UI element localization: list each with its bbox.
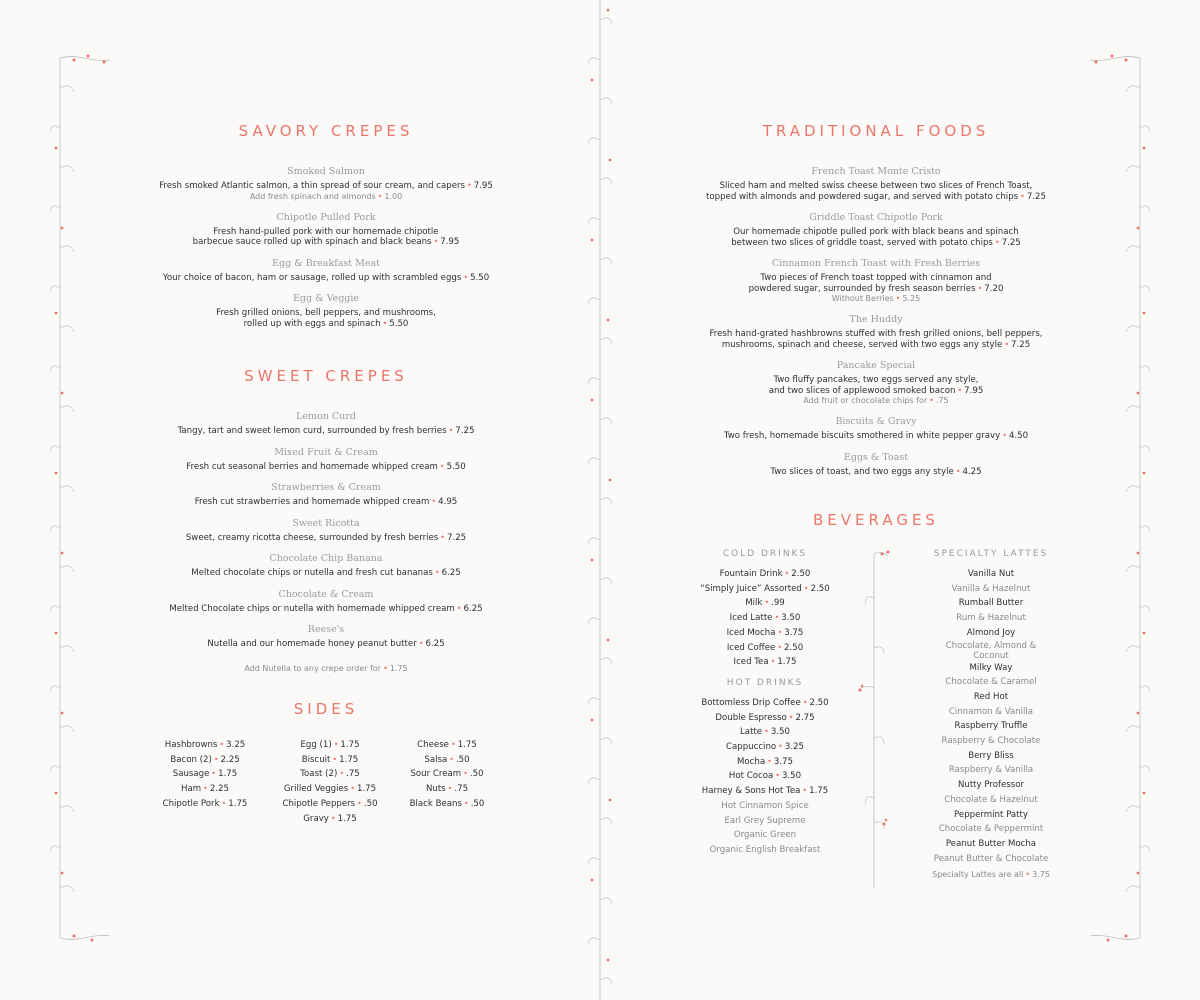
tea-list <box>690 799 840 858</box>
item-name: Cheese <box>417 740 449 750</box>
item-price: .75 <box>346 769 360 780</box>
item-price: 3.25 <box>226 740 246 750</box>
item-name: Toast (2) <box>300 769 338 780</box>
item-price: 2.50 <box>810 583 830 594</box>
side-item: Gravy • 1.75 <box>303 813 357 824</box>
item-price: .99 <box>771 598 785 609</box>
beverage-vine-divider <box>852 548 892 890</box>
latte-name: Almond Joy <box>966 627 1016 638</box>
item-name: Nuts <box>425 784 446 795</box>
item-desc: mushrooms, spinach and cheese, served with two eggs any style • 7.25 <box>721 339 1031 350</box>
item-extra: Add fruit or chocolate chips for • .75 <box>803 396 949 405</box>
tea-item: Earl Grey Supreme <box>724 815 806 826</box>
menu-item <box>690 360 1062 406</box>
item-price: 3.50 <box>781 613 801 624</box>
item-desc: Fresh cut seasonal berries and homemade whipped cream • 5.50 <box>186 461 466 472</box>
item-name: Cappuccino <box>725 742 777 753</box>
item-desc: Fresh hand-grated hashbrowns stuffed with fresh grilled onions, bell peppers, <box>709 329 1043 339</box>
item-name: Mixed Fruit & Cream <box>274 446 378 458</box>
item-price: 7.95 <box>473 181 493 191</box>
item-price: 4.95 <box>438 497 458 507</box>
side-item: Bacon (2) • 2.25 <box>170 754 240 765</box>
item-price: 2.75 <box>795 712 815 723</box>
specialty-lattes-list <box>910 567 1072 866</box>
item-name: Chocolate Chip Banana <box>269 553 383 564</box>
item-price: .50 <box>469 769 484 780</box>
hot-drinks-heading: HOT DRINKS <box>726 677 804 688</box>
latte-name: Nutty Professor <box>957 780 1025 791</box>
menu-item <box>150 212 502 248</box>
item-desc: Fresh smoked Atlantic salmon, a thin spread of sour cream, and capers • 7.95 <box>159 181 493 191</box>
beverages-section <box>690 511 1062 529</box>
hot-drinks-list <box>690 696 840 799</box>
item-price: 6.25 <box>441 568 461 578</box>
latte-flavors: Vanilla & Hazelnut <box>951 583 1031 594</box>
lattes-note: Specialty Lattes are all • 3.75 <box>932 870 1050 880</box>
item-desc: Sliced ham and melted swiss cheese between two slices of French Toast, <box>719 181 1033 191</box>
latte-flavors: Chocolate & Peppermint <box>938 824 1044 835</box>
item-price: 5.50 <box>389 318 409 329</box>
item-name: Strawberries & Cream <box>271 482 381 493</box>
item-price: 4.25 <box>962 466 982 477</box>
latte-name: Raspberry Truffle <box>954 721 1028 732</box>
latte-name: Vanilla Nut <box>967 569 1015 579</box>
menu-item <box>690 166 1062 202</box>
item-price: .50 <box>470 798 485 809</box>
menu-item <box>150 589 502 615</box>
item-desc: between two slices of griddle toast, served with potato chips • 7.25 <box>731 237 1021 248</box>
item-price: 5.50 <box>446 461 466 472</box>
item-price: 1.75 <box>228 798 248 809</box>
item-price: .50 <box>363 798 378 809</box>
drink-item: Latte • 3.50 <box>740 727 790 738</box>
drink-item: Cappuccino • 3.25 <box>725 742 805 753</box>
drink-item: Iced Mocha • 3.75 <box>726 627 804 638</box>
item-name: Chocolate & Cream <box>278 588 374 600</box>
specialty-lattes-heading: SPECIALTY LATTES <box>933 549 1049 559</box>
menu-item <box>690 314 1062 350</box>
drink-item: Hot Cocoa • 3.50 <box>728 771 802 782</box>
item-desc: Two pieces of French toast topped with cinnamon and <box>760 273 992 283</box>
side-item: Biscuit • 1.75 <box>301 754 359 765</box>
item-name: Black Beans <box>409 798 462 809</box>
item-name: Chipotle Pork <box>162 798 220 809</box>
item-price: 1.75 <box>337 813 357 824</box>
item-name: Griddle Toast Chipotle Pork <box>809 212 943 223</box>
item-name: Cinnamon French Toast with Fresh Berries <box>771 258 981 269</box>
drink-item: Mocha • 3.75 <box>737 756 793 767</box>
item-price: 1.75 <box>777 657 797 668</box>
item-name: Latte <box>740 727 763 738</box>
latte-name: Berry Bliss <box>968 750 1014 761</box>
item-name: Ham <box>181 784 202 795</box>
menu-item <box>150 258 502 284</box>
cold-drinks-list <box>690 567 840 670</box>
item-price: 1.75 <box>809 786 829 797</box>
item-price: 2.50 <box>791 569 811 579</box>
item-price: 5.50 <box>470 272 490 283</box>
sides-title: SIDES <box>293 700 359 718</box>
item-price: 2.25 <box>220 754 240 765</box>
item-name: Iced Mocha <box>726 627 776 638</box>
side-item: Salsa • .50 <box>424 754 470 765</box>
item-name: Egg & Breakfast Meat <box>272 257 380 269</box>
item-price: 7.95 <box>964 385 984 396</box>
drink-item: “Simply Juice” Assorted • 2.50 <box>700 583 830 594</box>
item-name: Reese's <box>307 624 345 635</box>
side-item: Chipotle Peppers • .50 <box>282 798 378 809</box>
traditional-foods-title: TRADITIONAL FOODS <box>762 122 990 140</box>
sides-column-2 <box>270 738 390 826</box>
item-name: Iced Coffee <box>726 642 776 653</box>
drink-item: Double Espresso • 2.75 <box>715 712 815 723</box>
item-extra: Add fresh spinach and almonds • 1.00 <box>249 191 403 201</box>
latte-flavors: Coconut <box>973 650 1009 661</box>
item-desc: Fresh cut strawberries and homemade whipped cream • 4.95 <box>194 497 458 507</box>
item-name: Gravy <box>303 813 329 824</box>
item-name: Sausage <box>172 769 210 780</box>
item-price: 1.75 <box>339 754 359 765</box>
menu-item <box>150 553 502 579</box>
latte-flavors: Raspberry & Vanilla <box>948 765 1034 776</box>
item-price: 1.75 <box>457 740 477 750</box>
item-price: 2.50 <box>784 642 804 653</box>
item-name: Iced Latte <box>729 613 773 624</box>
item-name: Harney & Sons Hot Tea <box>701 786 801 797</box>
item-price: 3.50 <box>770 727 790 738</box>
drink-item: Harney & Sons Hot Tea • 1.75 <box>701 786 829 797</box>
side-item: Black Beans • .50 <box>409 798 485 809</box>
item-name: Pancake Special <box>836 360 916 371</box>
item-name: Salsa <box>424 754 448 765</box>
item-desc: Our homemade chipotle pulled pork with black beans and spinach <box>733 227 1019 237</box>
side-item: Toast (2) • .75 <box>300 769 360 780</box>
item-name: Lemon Curd <box>296 411 356 422</box>
cold-drinks-heading: COLD DRINKS <box>722 549 808 559</box>
item-name: French Toast Monte Cristo <box>811 166 941 177</box>
item-price: 3.50 <box>781 771 802 782</box>
menu-item <box>150 166 502 202</box>
item-name: Chipotle Pulled Pork <box>276 211 376 223</box>
center-vine-divider <box>584 0 616 1000</box>
sides-column-1 <box>150 738 260 812</box>
item-price: .75 <box>454 784 469 795</box>
drink-item: Iced Tea • 1.75 <box>733 657 797 668</box>
item-price: 3.25 <box>784 742 805 753</box>
item-price: 7.25 <box>1001 237 1021 248</box>
latte-flavors: Rum & Hazelnut <box>956 613 1026 624</box>
item-price: .50 <box>455 754 470 765</box>
menu-item <box>690 258 1062 304</box>
menu-item <box>690 416 1062 442</box>
sides-column-3 <box>392 738 502 812</box>
item-name: Double Espresso <box>715 712 787 723</box>
left-vine-border <box>48 48 118 953</box>
item-price: 7.25 <box>455 426 475 436</box>
item-price: 7.20 <box>984 283 1004 294</box>
drink-item: Bottomless Drip Coffee • 2.50 <box>701 697 829 708</box>
latte-flavors: Cinnamon & Vanilla <box>948 706 1034 717</box>
item-name: Hot Cocoa <box>728 771 774 782</box>
item-desc: Tangy, tart and sweet lemon curd, surrounded by fresh berries • 7.25 <box>177 426 475 436</box>
side-item: Cheese • 1.75 <box>417 740 477 750</box>
drinks-column <box>690 549 840 858</box>
menu-item <box>150 482 502 508</box>
item-price: 3.75 <box>784 627 804 638</box>
item-name: Sweet Ricotta <box>292 517 360 529</box>
side-item: Chipotle Pork • 1.75 <box>162 798 248 809</box>
item-name: Iced Tea <box>733 657 769 668</box>
item-price: 1.75 <box>218 769 238 780</box>
item-name: Eggs & Toast <box>843 451 909 463</box>
item-price: 7.25 <box>447 532 467 543</box>
side-item: Sausage • 1.75 <box>172 769 238 780</box>
item-price: 7.95 <box>440 237 460 247</box>
menu-item <box>150 293 502 329</box>
sides-section <box>150 700 502 718</box>
item-desc: Melted Chocolate chips or nutella with homemade whipped cream • 6.25 <box>169 603 483 614</box>
item-extra: Without Berries • 5.25 <box>831 294 921 303</box>
item-desc: Melted chocolate chips or nutella and fresh cut bananas • 6.25 <box>191 568 461 578</box>
item-desc: barbecue sauce rolled up with spinach and black beans • 7.95 <box>192 237 460 247</box>
item-name: Egg (1) <box>300 740 332 750</box>
item-price: 2.25 <box>209 784 229 795</box>
menu-item <box>690 452 1062 478</box>
item-desc: Two slices of toast, and two eggs any style • 4.25 <box>770 466 982 477</box>
sweet-crepes-section <box>150 367 502 674</box>
item-desc: topped with almonds and powdered sugar, and served with potato chips • 7.25 <box>706 191 1046 202</box>
item-price: 3.75 <box>773 756 793 767</box>
menu-item <box>690 212 1062 248</box>
item-name: Fountain Drink <box>719 569 783 579</box>
savory-crepes-title: SAVORY CREPES <box>238 122 414 140</box>
menu-item <box>150 447 502 473</box>
latte-flavors: Raspberry & Chocolate <box>941 736 1041 747</box>
item-name: Hashbrowns <box>164 740 218 750</box>
latte-name: Red Hot <box>973 691 1009 702</box>
side-item: Egg (1) • 1.75 <box>300 740 360 750</box>
menu-item <box>150 518 502 544</box>
item-desc: Nutella and our homemade honey peanut butter • 6.25 <box>207 639 445 649</box>
item-desc: Fresh hand-pulled pork with our homemade chipotle <box>213 226 439 237</box>
item-name: Smoked Salmon <box>287 166 365 177</box>
drink-item: Iced Coffee • 2.50 <box>726 642 804 653</box>
item-price: 1.75 <box>356 784 377 795</box>
item-desc: Two fluffy pancakes, two eggs served any style, <box>773 375 979 385</box>
side-item: Sour Cream • .50 <box>410 769 484 780</box>
tea-item: Organic Green <box>733 830 797 841</box>
item-name: Bottomless Drip Coffee <box>701 697 801 708</box>
right-vine-border <box>1082 48 1152 953</box>
latte-name: Milky Way <box>969 662 1013 673</box>
tea-item: Organic English Breakfast <box>709 844 821 855</box>
item-desc: Two fresh, homemade biscuits smothered in white pepper gravy • 4.50 <box>723 431 1029 441</box>
menu-item <box>150 624 502 650</box>
drink-item: Fountain Drink • 2.50 <box>719 569 811 579</box>
item-name: Sour Cream <box>410 769 462 780</box>
item-name: Milk <box>745 598 763 609</box>
specialty-lattes-column <box>910 549 1072 880</box>
item-name: Mocha <box>737 756 766 767</box>
item-name: The Huddy <box>849 314 903 325</box>
item-price: 2.50 <box>809 697 829 708</box>
item-desc: rolled up with eggs and spinach • 5.50 <box>243 318 409 329</box>
menu-item <box>150 411 502 437</box>
item-name: Egg & Veggie <box>292 293 360 304</box>
latte-flavors: Peanut Butter & Chocolate <box>933 853 1049 864</box>
item-name: Biscuits & Gravy <box>835 416 917 427</box>
traditional-foods-section <box>690 122 1062 487</box>
item-price: 7.25 <box>1026 191 1046 202</box>
item-desc: and two slices of applewood smoked bacon • 7.95 <box>768 385 984 396</box>
item-price: 4.50 <box>1008 431 1029 441</box>
savory-crepes-section <box>150 122 502 339</box>
tea-item: Hot Cinnamon Spice <box>721 800 809 811</box>
drink-item: Iced Latte • 3.50 <box>729 613 801 624</box>
item-desc: Fresh grilled onions, bell peppers, and mushrooms, <box>216 308 436 318</box>
item-desc: Your choice of bacon, ham or sausage, rolled up with scrambled eggs • 5.50 <box>162 272 490 283</box>
item-desc: Sweet, creamy ricotta cheese, surrounded by fresh berries • 7.25 <box>185 532 467 543</box>
beverages-title: BEVERAGES <box>813 511 939 529</box>
nutella-note: Add Nutella to any crepe order for • 1.75 <box>244 663 408 673</box>
item-name: Biscuit <box>301 754 331 765</box>
item-name: Chipotle Peppers <box>282 798 356 809</box>
latte-flavors: Chocolate, Almond & <box>945 640 1037 651</box>
item-price: 6.25 <box>425 639 445 649</box>
side-item: Nuts • .75 <box>425 784 469 795</box>
item-name: “Simply Juice” Assorted <box>700 583 802 594</box>
item-name: Bacon (2) <box>170 754 212 765</box>
side-item: Grilled Veggies • 1.75 <box>283 784 377 795</box>
side-item: Hashbrowns • 3.25 <box>164 740 246 750</box>
sweet-crepes-title: SWEET CREPES <box>244 367 408 385</box>
item-price: 7.25 <box>1011 339 1031 350</box>
latte-flavors: Chocolate & Hazelnut <box>944 794 1038 805</box>
item-price: 1.75 <box>340 740 360 750</box>
side-item: Ham • 2.25 <box>181 784 229 795</box>
item-name: Grilled Veggies <box>283 784 349 795</box>
item-desc: powdered sugar, surrounded by fresh season berries • 7.20 <box>748 283 1004 294</box>
latte-name: Peanut Butter Mocha <box>945 838 1037 849</box>
latte-flavors: Chocolate & Caramel <box>945 677 1037 688</box>
latte-name: Rumball Butter <box>958 598 1024 609</box>
item-price: 6.25 <box>463 603 483 614</box>
drink-item: Milk • .99 <box>745 598 785 609</box>
latte-name: Peppermint Patty <box>954 809 1028 820</box>
